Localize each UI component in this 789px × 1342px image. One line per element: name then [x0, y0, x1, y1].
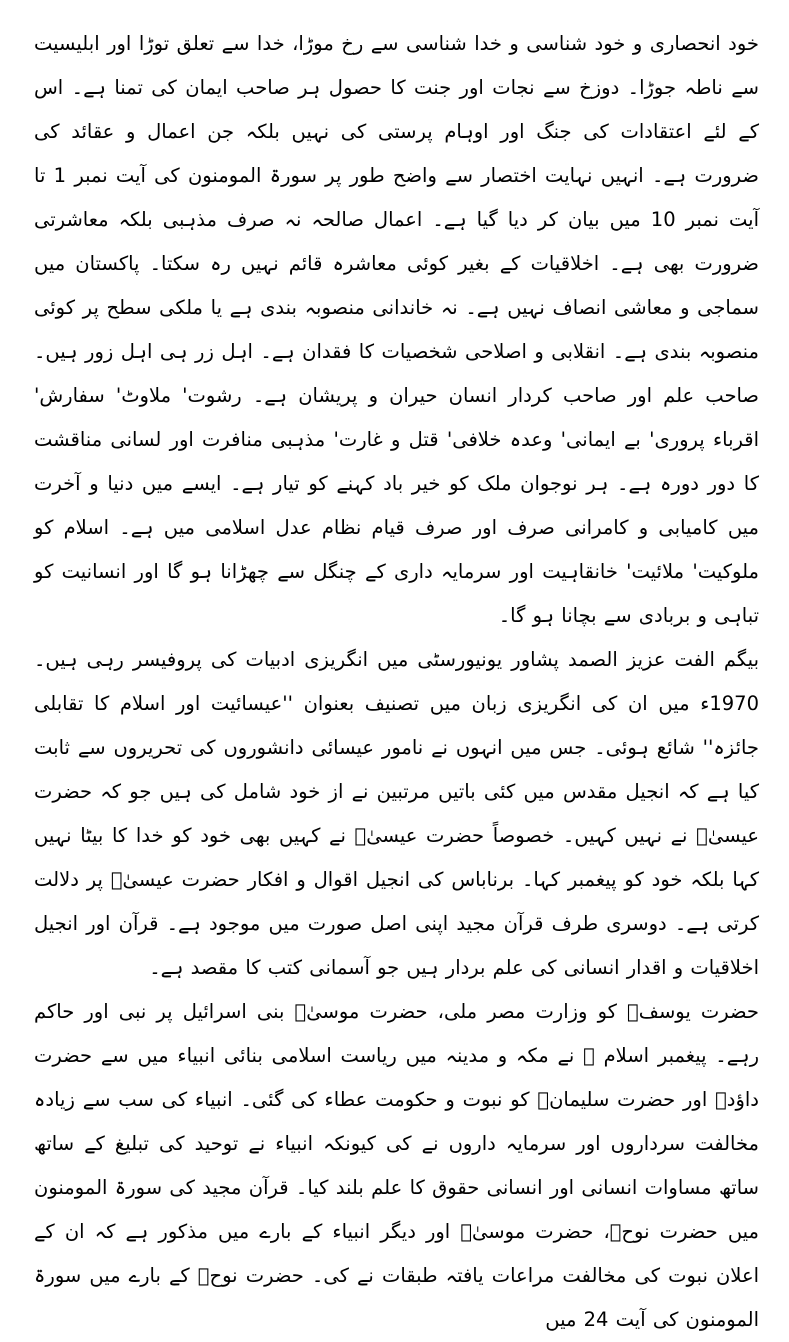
paragraph-1: خود انحصاری و خود شناسی و خدا شناسی سے رخ موڑا، خدا سے تعلق توڑا اور ابلیسیت سے ناطہ جوڑا۔ دوزخ سے نجات اور جنت کا حصول ہر صاحب ایمان کی تمنا ہے۔ اس کے لئے اعتقادات کی جنگ اور اوہام پرستی کی نہیں بلکہ جن اعمال و عقائد کی ضرورت ہے۔ انہیں نہایت اختصار سے واضح طور پر سورۃ المومنون کی آیت نمبر 1 تا آیت نمبر 10 میں بیان کر دیا گیا ہے۔ اعمال صالحہ نہ صرف مذہبی بلکہ معاشرتی ضرورت بھی ہے۔ اخلاقیات کے بغیر کوئی معاشرہ قائم نہیں رہ سکتا۔ پاکستان میں سماجی و معاشی انصاف نہیں ہے۔ نہ خاندانی منصوبہ بندی ہے یا ملکی سطح پر کوئی منصوبہ بندی ہے۔ انقلابی و اصلاحی شخصیات کا فقدان ہے۔ اہل زر ہی اہل زور ہیں۔ صاحب علم اور صاحب کردار انسان حیران و پریشان ہے۔ رشوت' ملاوٹ' سفارش' اقرباء پروری' بے ایمانی' وعدہ خلافی' قتل و غارت' مذہبی منافرت اور لسانی مناقشت کا دور دورہ ہے۔ ہر نوجوان ملک کو خیر باد کہنے کو تیار ہے۔ ایسے میں دنیا و آخرت میں کامیابی و کامرانی صرف اور صرف قیام نظام عدل اسلامی میں ہے۔ اسلام کو ملوکیت' ملائیت' خانقاہیت اور سرمایہ داری کے چنگل سے چھڑانا ہو گا اور انسانیت کو تباہی و بربادی سے بچانا ہو گا۔ — [34, 32, 760, 627]
paragraph-2: بیگم الفت عزیز الصمد پشاور یونیورسٹی میں انگریزی ادبیات کی پروفیسر رہی ہیں۔ 1970ء میں ان کی انگریزی زبان میں تصنیف بعنوان ''عیسائیت اور اسلام کا تقابلی جائزہ'' شائع ہوئی۔ جس میں انہوں نے نامور عیسائی دانشوروں کی تحریروں سے ثابت کیا ہے کہ انجیل مقدس میں کئی باتیں مرتبین نے از خود شامل کی ہیں جو کہ حضرت عیسیٰؑ نے نہیں کہیں۔ خصوصاً حضرت عیسیٰؑ نے کہیں بھی خود کو خدا کا بیٹا نہیں کہا بلکہ خود کو پیغمبر کہا۔ برناباس کی انجیل اقوال و افکار حضرت عیسیٰؑ پر دلالت کرتی ہے۔ دوسری طرف قرآن مجید اپنی اصل صورت میں موجود ہے۔ قرآن اور انجیل اخلاقیات و اقدار انسانی کی علم بردار ہیں جو آسمانی کتب کا مقصد ہے۔ — [34, 648, 759, 979]
paragraph-3: حضرت یوسفؑ کو وزارت مصر ملی، حضرت موسیٰؑ بنی اسرائیل پر نبی اور حاکم رہے۔ پیغمبر اسلام ﷺ نے مکہ و مدینہ میں ریاست اسلامی بنائی انبیاء میں سے حضرت داؤدؑ اور حضرت سلیمانؑ کو نبوت و حکومت عطاء کی گئی۔ انبیاء کی سب سے زیادہ مخالفت سرداروں اور سرمایہ داروں نے کی کیونکہ انبیاء نے توحید کی تبلیغ کے ساتھ ساتھ مساوات انسانی اور انسانی حقوق کا علم بلند کیا۔ قرآن مجید کی سورۃ المومنون میں حضرت نوحؑ، حضرت موسیٰؑ اور دیگر انبیاء کے بارے میں مذکور ہے کہ ان کے اعلان نبوت کی مخالفت مراعات یافتہ طبقات نے کی۔ حضرت نوحؑ کے بارے میں سورۃ المومنون کی آیت 24 میں — [34, 1000, 759, 1331]
